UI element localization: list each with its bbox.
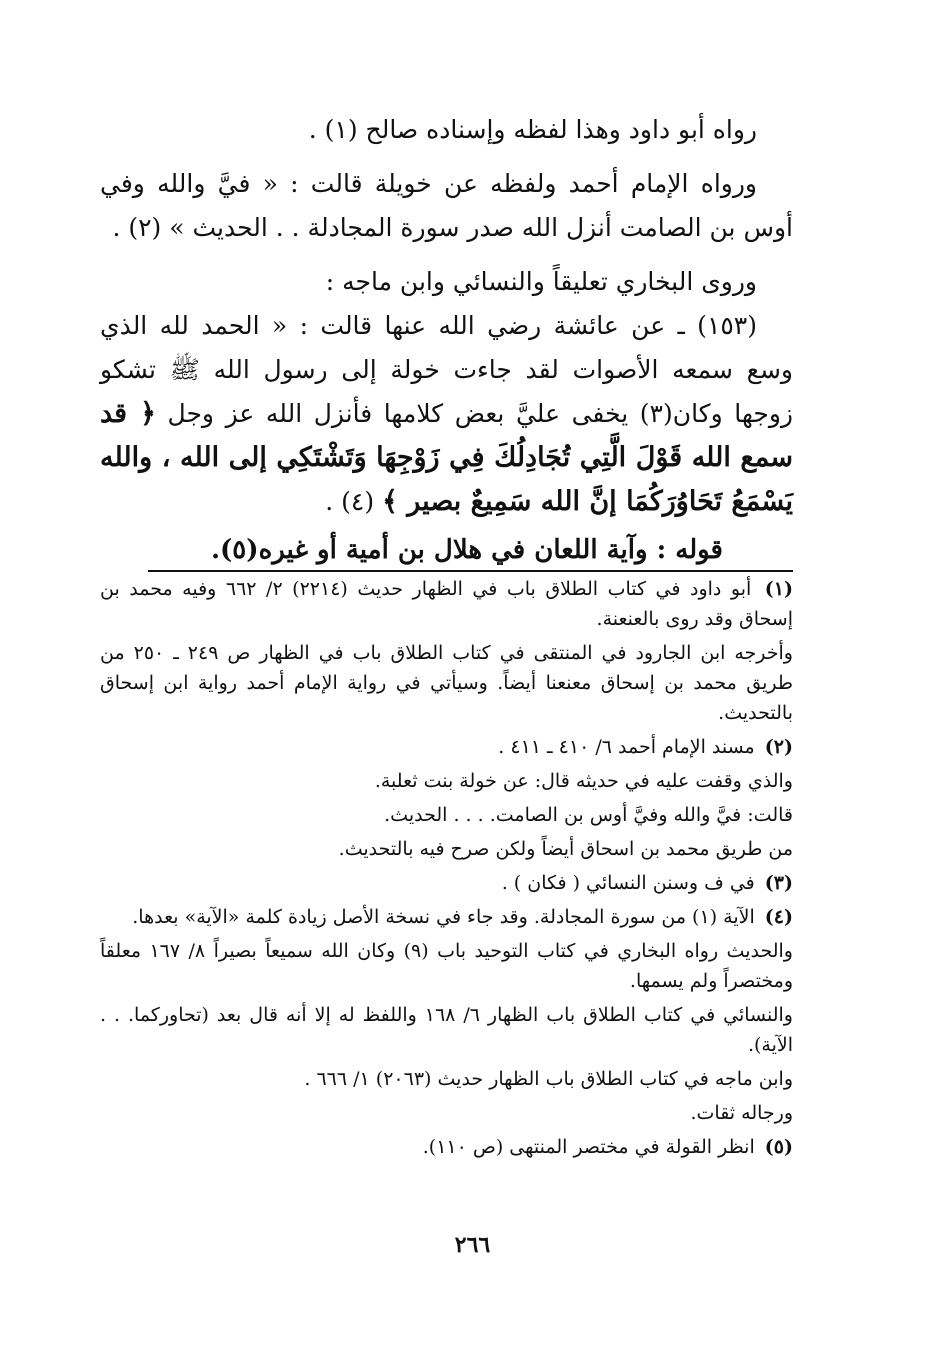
footnotes xyxy=(100,574,793,1166)
narration-bukhari: وروى البخاري تعليقاً والنسائي وابن ماجه : xyxy=(325,267,757,296)
footnote-text: الآية (١) من سورة المجادلة. وقد جاء في نسخة الأصل زيادة كلمة «الآية» بعدها. xyxy=(132,906,755,928)
footnote-number: (٥) xyxy=(764,1136,793,1158)
footnote-4-line-d: وابن ماجه في كتاب الطلاق باب الظهار حديث (٢٠٦٣) ١/ ٦٦٦ . xyxy=(304,1068,793,1090)
footnote-number: (٣) xyxy=(764,872,793,894)
section-heading: قوله : وآية اللعان في هلال بن أمية أو غيره(٥). xyxy=(210,535,723,565)
hadith-153 xyxy=(100,304,793,524)
footnote-text: مسند الإمام أحمد ٦/ ٤١٠ ـ ٤١١ . xyxy=(498,736,755,758)
footnote-number: (١) xyxy=(764,578,793,600)
footnote-text: أبو داود في كتاب الطلاق باب في الظهار حديث (٢٢١٤) ٢/ ٦٦٢ وفيه محمد بن إسحاق وقد روى بالعنعنة. xyxy=(100,578,793,630)
footnote-text: انظر القولة في مختصر المنتهى (ص ١١٠). xyxy=(422,1136,755,1158)
page-number: ٢٦٦ xyxy=(454,1232,491,1258)
footnote-4 xyxy=(100,902,793,932)
footnote-number: (٤) xyxy=(764,906,793,928)
main-text xyxy=(100,108,793,572)
footnote-1 xyxy=(100,574,793,634)
footnote-3 xyxy=(100,868,793,898)
hadith-153-text: (١٥٣) ـ عن عائشة رضي الله عنها قالت : « الحمد لله الذي وسع سمعه الأصوات لقد جاءت خولة إلى رسول الله ﷺ تشكو زوجها وكان(٣) يخفى عليَّ بعض كلامها فأنزل الله عز وجل xyxy=(100,311,793,428)
narration-ahmad: ورواه الإمام أحمد ولفظه عن خويلة قالت : « فيَّ والله وفي أوس بن الصامت أنزل الله صدر سورة المجادلة . . الحديث » (٢) . xyxy=(100,169,793,242)
footnote-2-line-c: قالت: فيَّ والله وفيَّ أوس بن الصامت. . . . الحديث. xyxy=(384,804,793,826)
quran-verse: ﴿ قد سمع الله قَوْلَ الَّتِي تُجَادِلُكَ فِي زَوْجِهَا وَتَشْتَكِي إلى الله ، والله يَسْمَعُ تَحَاوُرَكُمَا إنَّ الله سَمِيعٌ بصير ﴾ xyxy=(100,398,793,517)
footnote-2-line-d: من طريق محمد بن اسحاق أيضاً ولكن صرح فيه بالتحديث. xyxy=(338,838,793,860)
footnote-4-line-c: والنسائي في كتاب الطلاق باب الظهار ٦/ ١٦٨ واللفظ له إلا أنه قال بعد (تحاوركما. . . الآية). xyxy=(100,1004,793,1056)
narration-line-1: رواه أبو داود وهذا لفظه وإسناده صالح (١) . xyxy=(308,115,757,144)
footnote-5 xyxy=(100,1132,793,1162)
footnote-number: (٢) xyxy=(764,736,793,758)
footnote-text: في ف وسنن النسائي ( فكان ) . xyxy=(501,872,755,894)
footnote-divider xyxy=(148,570,793,572)
hadith-153-ref: (٤) . xyxy=(325,487,375,516)
footnote-1-continuation: وأخرجه ابن الجارود في المنتقى في كتاب الطلاق باب في الظهار ص ٢٤٩ ـ ٢٥٠ من طريق محمد بن إسحاق معنعنا أيضاً. وسيأتي في رواية الإمام أحمد رواية ابن إسحاق بالتحديث. xyxy=(100,642,793,724)
footnote-2 xyxy=(100,732,793,762)
footnote-4-line-b: والحديث رواه البخاري في كتاب التوحيد باب (٩) وكان الله سميعاً بصيراً ٨/ ١٦٧ معلقاً ومختصراً ولم يسمها. xyxy=(100,940,793,992)
footnote-2-line-b: والذي وقفت عليه في حديثه قال: عن خولة بنت ثعلبة. xyxy=(374,770,793,792)
footnote-4-line-e: ورجاله ثقات. xyxy=(690,1102,793,1124)
